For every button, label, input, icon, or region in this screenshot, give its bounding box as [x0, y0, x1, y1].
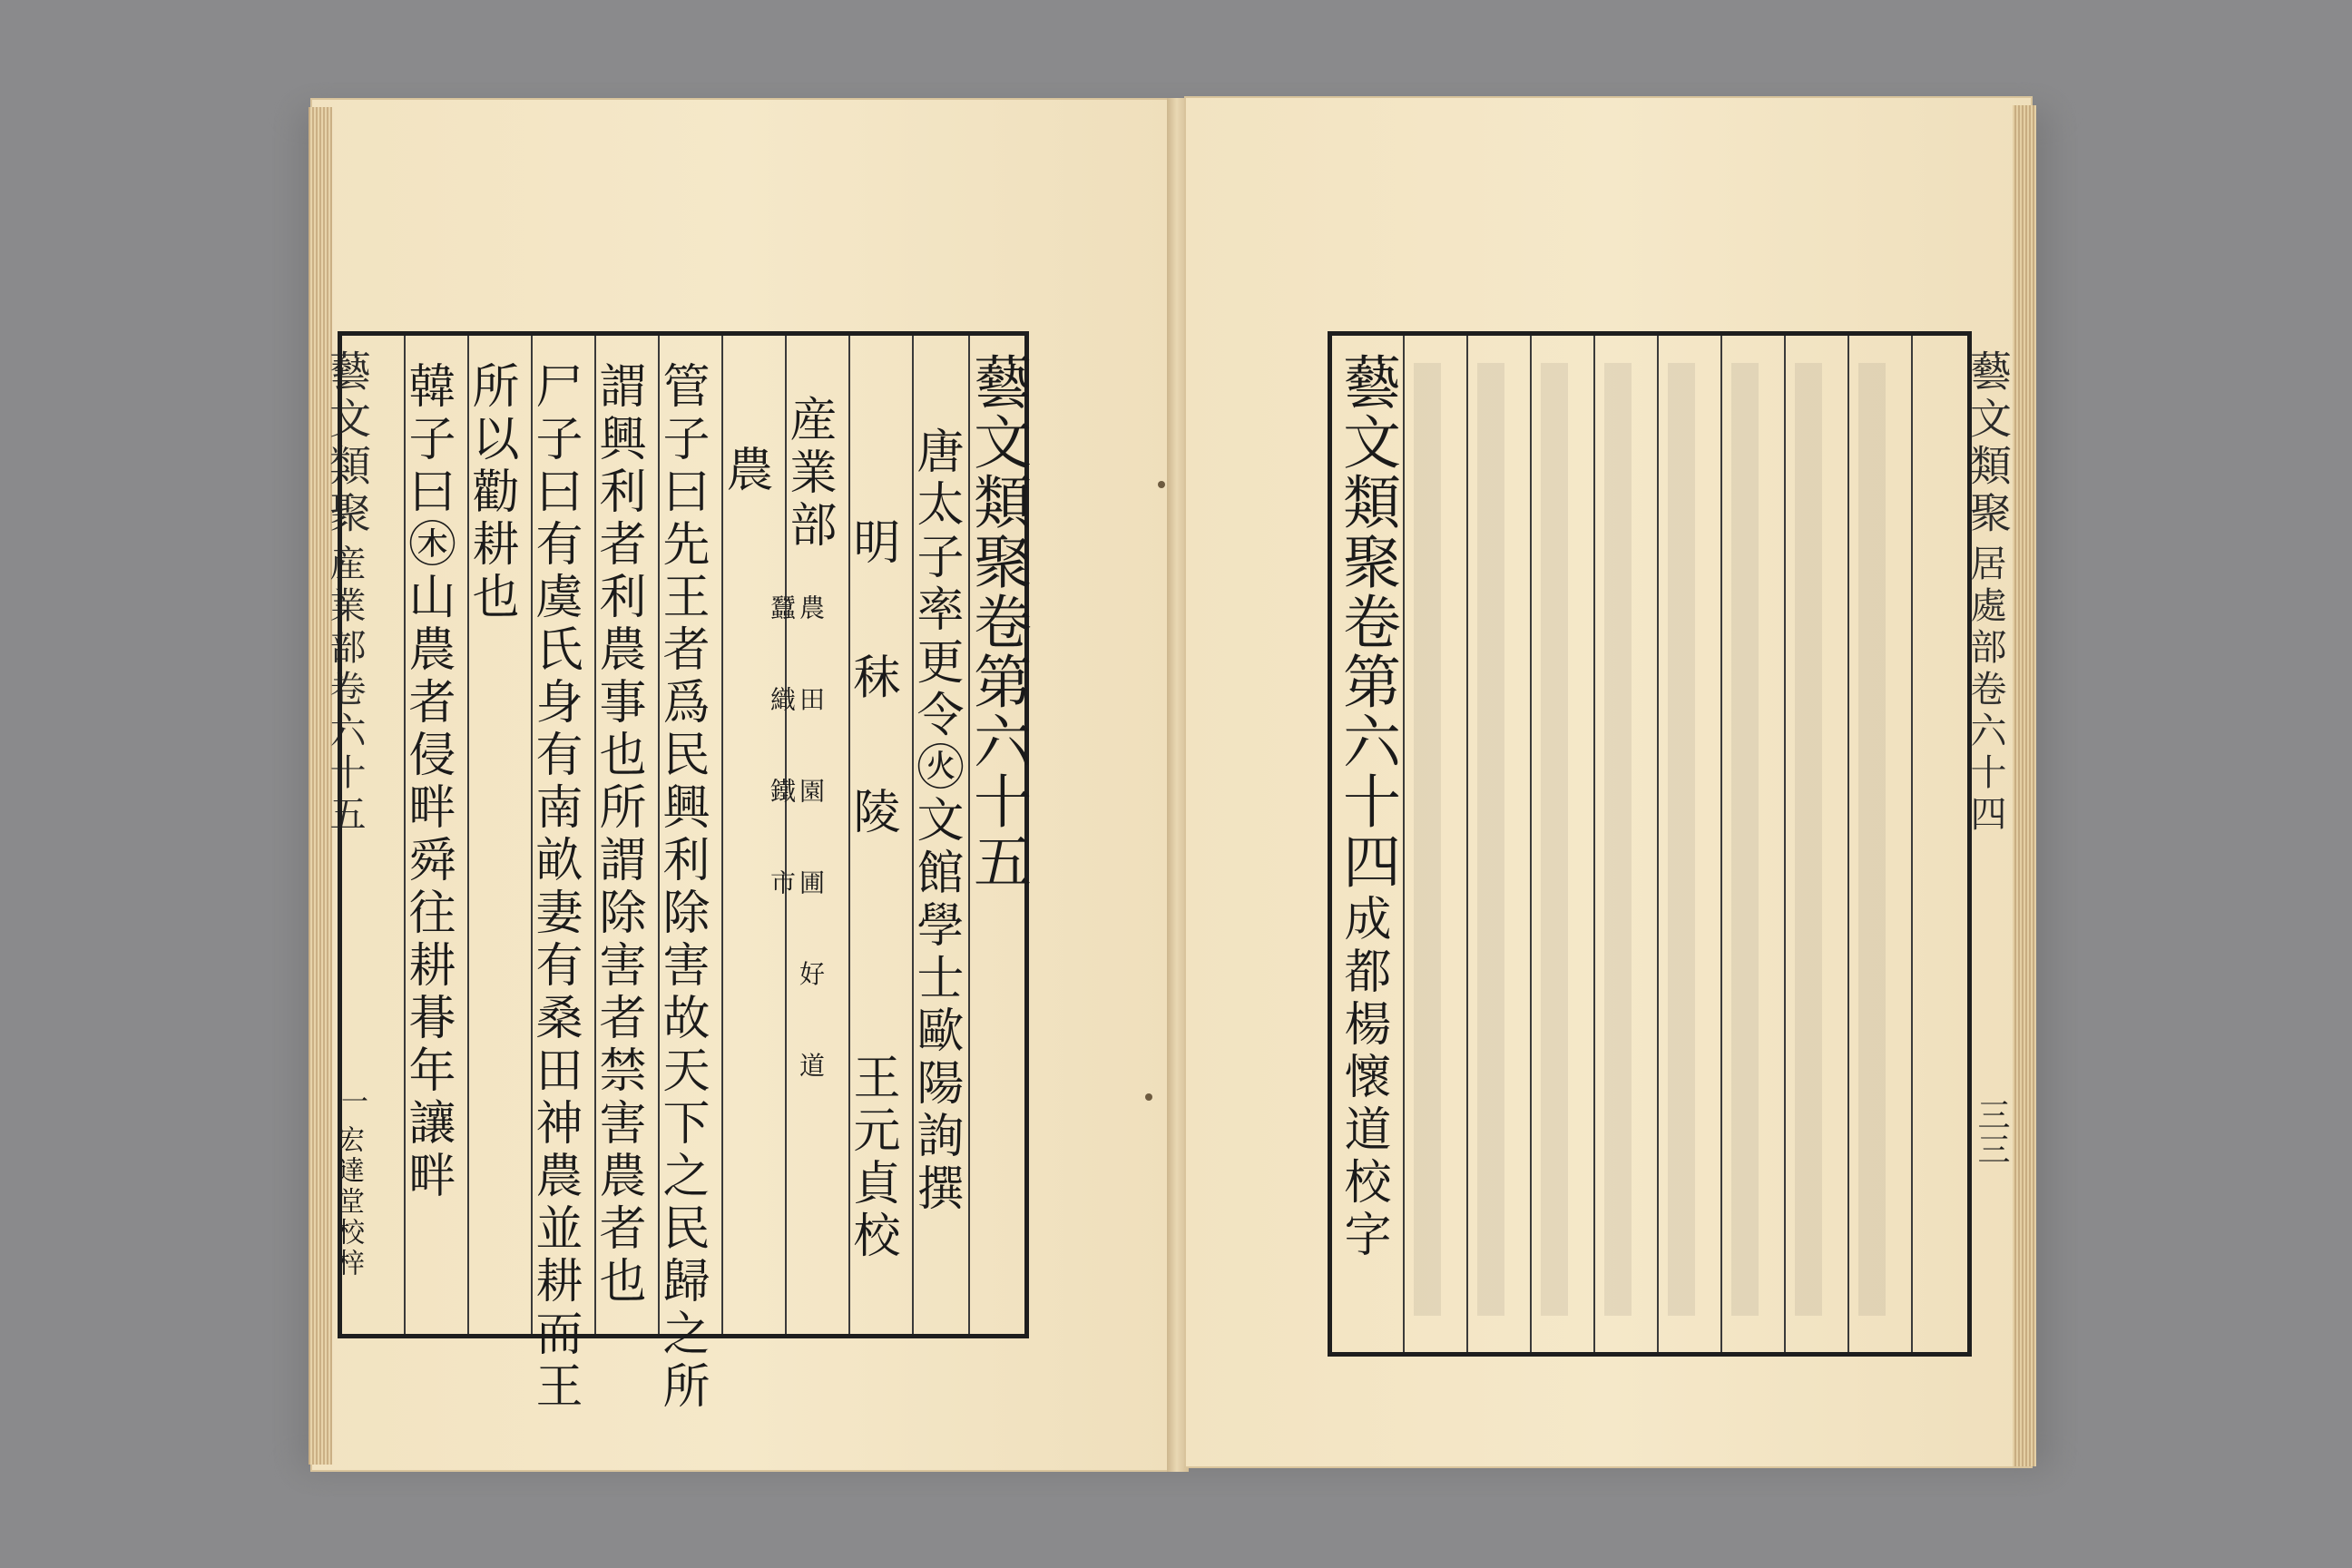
- right-proofreader: 成都楊懷道校字: [1336, 894, 1390, 1262]
- right-page-edge: [2013, 105, 2036, 1466]
- left-text-col-2: 謂興利者利農事也所謂除害者禁害農者也: [591, 361, 645, 1308]
- left-text-col-5: 韓子曰㊍山農者侵畔舜往耕朞年讓畔: [400, 361, 455, 1203]
- left-text-col-3: 尸子曰有虞氏身有南畝妻有桑田神農並耕而王: [527, 361, 582, 1414]
- thread-hole: [1145, 1093, 1152, 1101]
- left-text-col-1: 管子曰先王者爲民興利除害故天下之民歸之所: [654, 361, 709, 1414]
- left-sub-items-2: 蠶 織 鐵 市: [767, 594, 797, 924]
- left-collator-place: 明 秣 陵: [845, 517, 899, 871]
- right-text-frame: [1328, 331, 1972, 1357]
- left-text-frame: [338, 331, 1031, 1414]
- right-margin-page: 三三: [1973, 1098, 2010, 1167]
- left-section: 産業部: [781, 395, 836, 553]
- left-margin-juan: 産業部卷六十五: [324, 544, 366, 837]
- left-margin-page: 一: [336, 1087, 368, 1123]
- thread-hole: [1158, 481, 1165, 488]
- left-text-col-4: 所以勸耕也: [464, 361, 518, 624]
- left-collator-name: 王元貞校: [845, 1053, 899, 1263]
- right-title: 藝文類聚卷第六十四: [1333, 352, 1400, 891]
- left-author: 唐太子率更令㊋文館學士歐陽詢撰: [908, 426, 963, 1216]
- left-margin-publisher: 宏達堂校梓: [332, 1125, 364, 1279]
- right-margin-title: 藝文類聚: [1964, 349, 2013, 538]
- left-title: 藝文類聚卷第六十五: [964, 352, 1031, 891]
- right-margin-juan: 居處部卷六十四: [1965, 544, 2006, 837]
- left-heading: 農: [718, 445, 772, 497]
- left-margin-title: 藝文類聚: [323, 349, 372, 538]
- left-sub-items-1: 農 田 園 圃 好 道: [796, 594, 826, 1107]
- bleed-through-texture: [1414, 363, 1922, 1316]
